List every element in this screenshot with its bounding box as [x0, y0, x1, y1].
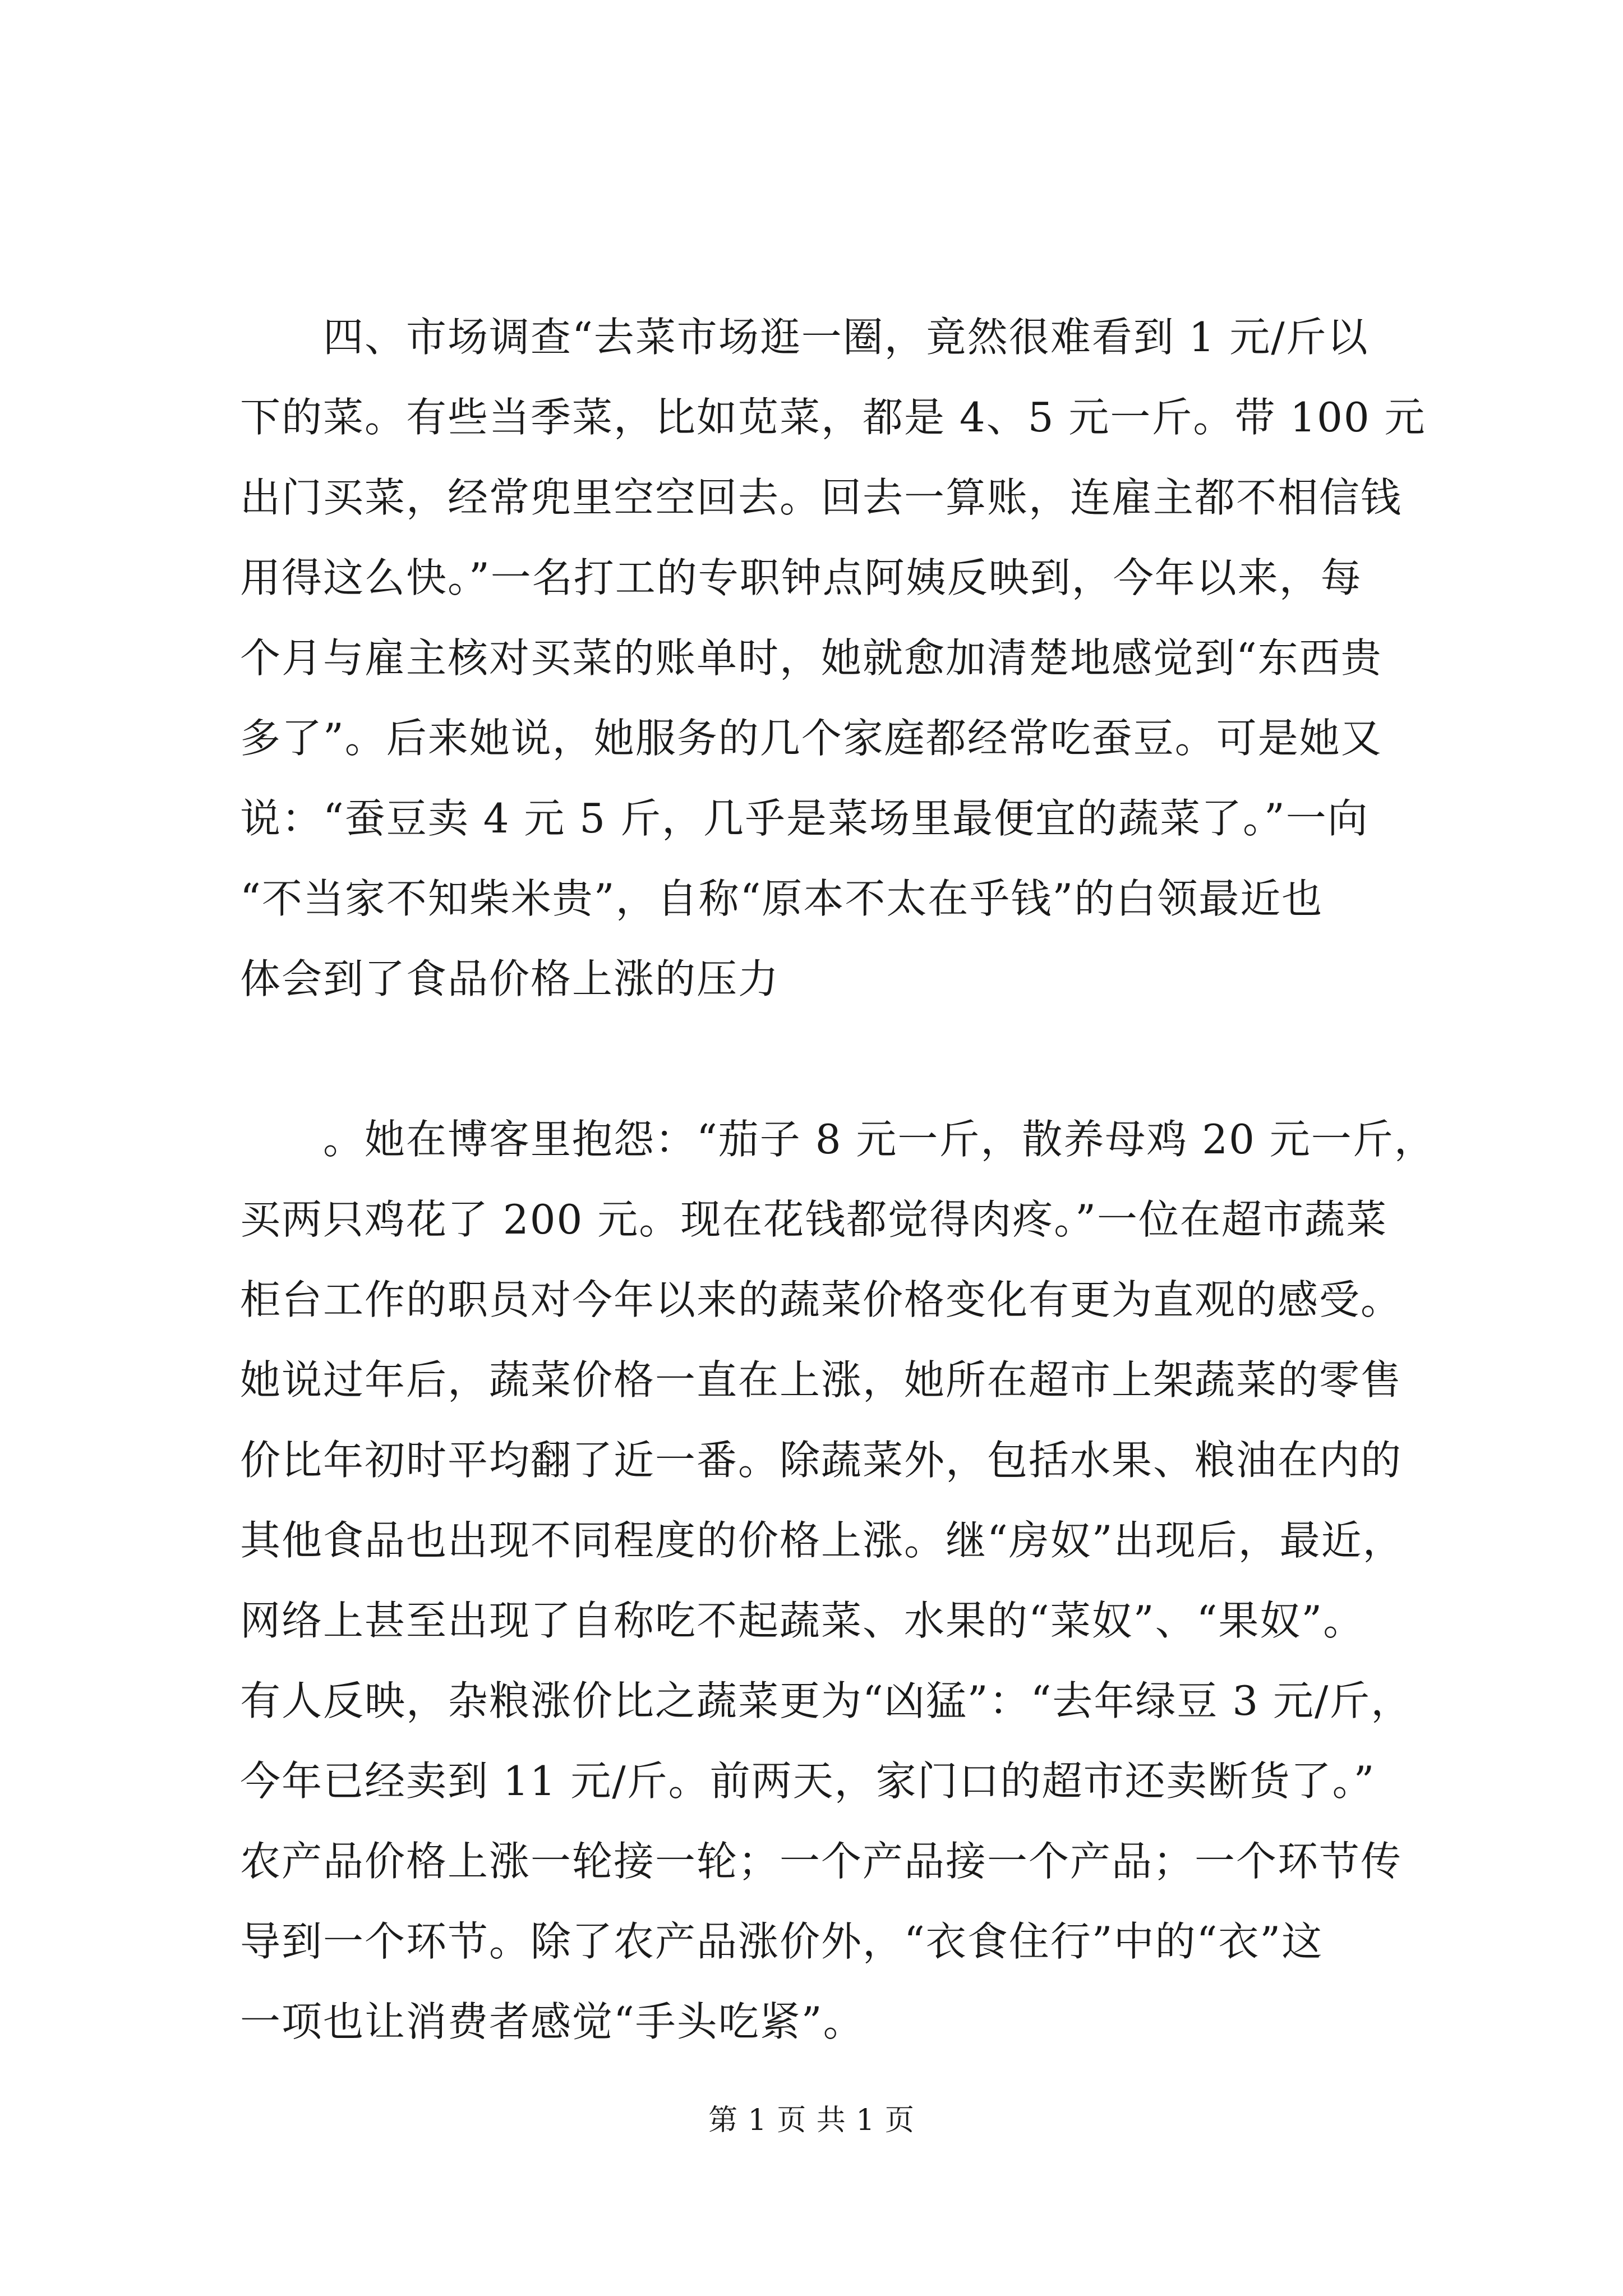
paragraph-line: 买两只鸡花了 200 元。现在花钱都觉得肉疼。”一位在超市蔬菜 [240, 1196, 1388, 1243]
paragraph-line: 四、市场调查“去菜市场逛一圈，竟然很难看到 1 元/斤以 [323, 314, 1369, 361]
paragraph-line: 多了”。后来她说，她服务的几个家庭都经常吃蚕豆。可是她又 [240, 715, 1382, 762]
paragraph-line: “不当家不知柴米贵”，自称“原本不太在乎钱”的白领最近也 [240, 875, 1324, 922]
paragraph-line: 其他食品也出现不同程度的价格上涨。继“房奴”出现后，最近， [240, 1517, 1404, 1564]
paragraph-line: 出门买菜，经常兜里空空回去。回去一算账，连雇主都不相信钱 [240, 474, 1403, 521]
paragraph-line: 体会到了食品价格上涨的压力 [240, 955, 780, 1002]
paragraph-line: 下的菜。有些当季菜，比如苋菜，都是 4、5 元一斤。带 100 元 [240, 394, 1426, 441]
paragraph-line: 一项也让消费者感觉“手头吃紧”。 [240, 1998, 865, 2045]
paragraph-line: 价比年初时平均翻了近一番。除蔬菜外，包括水果、粮油在内的 [240, 1437, 1403, 1484]
paragraph-blog-complaint [240, 1099, 1436, 2062]
paragraph-line: 。她在博客里抱怨：“茄子 8 元一斤，散养母鸡 20 元一斤， [323, 1116, 1436, 1163]
paragraph-line: 农产品价格上涨一轮接一轮；一个产品接一个产品；一个环节传 [240, 1838, 1403, 1885]
paragraph-line: 有人反映，杂粮涨价比之蔬菜更为“凶猛”：“去年绿豆 3 元/斤， [240, 1677, 1413, 1724]
paragraph-line: 说：“蚕豆卖 4 元 5 斤，几乎是菜场里最便宜的蔬菜了。”一向 [240, 795, 1369, 842]
paragraph-line: 个月与雇主核对买菜的账单时，她就愈加清楚地感觉到“东西贵 [240, 634, 1382, 682]
paragraph-line: 柜台工作的职员对今年以来的蔬菜价格变化有更为直观的感受。 [240, 1276, 1403, 1323]
paragraph-market-survey [240, 297, 1426, 1019]
paragraph-line: 今年已经卖到 11 元/斤。前两天，家门口的超市还卖断货了。” [240, 1757, 1376, 1805]
paragraph-line: 她说过年后，蔬菜价格一直在上涨，她所在超市上架蔬菜的零售 [240, 1356, 1403, 1404]
page-footer: 第 1 页 共 1 页 [708, 2104, 915, 2137]
paragraph-line: 导到一个环节。除了农产品涨价外，“衣食住行”中的“衣”这 [240, 1918, 1324, 1965]
paragraph-line: 网络上甚至出现了自称吃不起蔬菜、水果的“菜奴”、“果奴”。 [240, 1597, 1365, 1644]
paragraph-line: 用得这么快。”一名打工的专职钟点阿姨反映到，今年以来，每 [240, 554, 1362, 601]
